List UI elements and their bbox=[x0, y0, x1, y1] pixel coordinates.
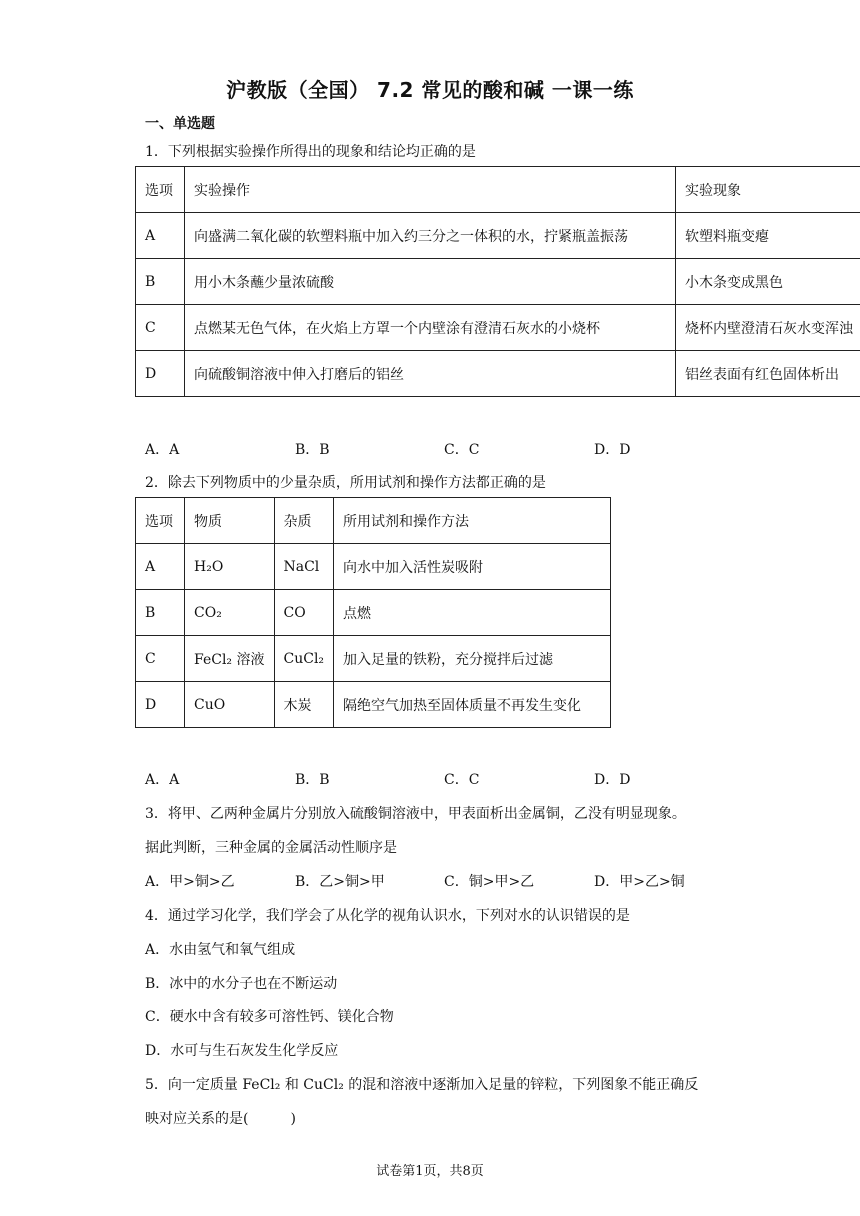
q2-stem: 2．除去下列物质中的少量杂质，所用试剂和操作方法都正确的是 bbox=[145, 475, 546, 491]
q5-stem-line2: 映对应关系的是( ) bbox=[145, 1111, 296, 1127]
table-row bbox=[136, 636, 611, 682]
option-b[interactable]: B．冰中的水分子也在不断运动 bbox=[145, 976, 338, 992]
q3-stem-line2: 据此判断，三种金属的金属活动性顺序是 bbox=[145, 840, 397, 856]
table-cell: A bbox=[136, 213, 185, 259]
table-cell: A bbox=[136, 544, 185, 590]
table-cell: 实验操作 bbox=[185, 167, 676, 213]
option-a[interactable]: A．甲>铜>乙 bbox=[145, 874, 235, 890]
table-row bbox=[136, 682, 611, 728]
table-cell: FeCl₂ 溶液 bbox=[185, 636, 275, 682]
table-cell: 物质 bbox=[185, 498, 275, 544]
table-cell: D bbox=[136, 682, 185, 728]
table-cell: 烧杯内壁澄清石灰水变浑浊 bbox=[676, 305, 860, 351]
option-c[interactable]: C．C bbox=[444, 772, 480, 788]
table-row bbox=[136, 259, 860, 305]
q1-table bbox=[135, 166, 860, 397]
option-c[interactable]: C．硬水中含有较多可溶性钙、镁化合物 bbox=[145, 1009, 394, 1025]
table-cell: 用小木条蘸少量浓硫酸 bbox=[185, 259, 676, 305]
option-c[interactable]: C．C bbox=[444, 442, 480, 458]
table-cell: 隔绝空气加热至固体质量不再发生变化 bbox=[334, 682, 611, 728]
table-cell: NaCl bbox=[274, 544, 334, 590]
table-cell: 软塑料瓶变瘪 bbox=[676, 213, 860, 259]
table-cell: 点燃 bbox=[334, 590, 611, 636]
q4-stem: 4．通过学习化学，我们学会了从化学的视角认识水，下列对水的认识错误的是 bbox=[145, 908, 630, 924]
table-cell: 选项 bbox=[136, 498, 185, 544]
q5-stem-line1: 5．向一定质量 FeCl₂ 和 CuCl₂ 的混和溶液中逐渐加入足量的锌粒，下列图象不能正确反 bbox=[145, 1077, 699, 1093]
table-row bbox=[136, 544, 611, 590]
table-cell: 向盛满二氧化碳的软塑料瓶中加入约三分之一体积的水，拧紧瓶盖振荡 bbox=[185, 213, 676, 259]
option-a[interactable]: A．A bbox=[145, 772, 180, 788]
table-header-row bbox=[136, 498, 611, 544]
table-cell: 向水中加入活性炭吸附 bbox=[334, 544, 611, 590]
q2-table bbox=[135, 497, 611, 728]
table-row bbox=[136, 590, 611, 636]
table-cell: CO₂ bbox=[185, 590, 275, 636]
table-cell: B bbox=[136, 590, 185, 636]
table-cell: 杂质 bbox=[274, 498, 334, 544]
option-d[interactable]: D．D bbox=[594, 442, 631, 458]
option-a[interactable]: A．水由氢气和氧气组成 bbox=[145, 942, 296, 958]
option-d[interactable]: D．水可与生石灰发生化学反应 bbox=[145, 1043, 339, 1059]
page-footer: 试卷第1页，共8页 bbox=[376, 1164, 484, 1179]
table-row bbox=[136, 213, 860, 259]
table-cell: 小木条变成黑色 bbox=[676, 259, 860, 305]
table-cell: CO bbox=[274, 590, 334, 636]
table-row bbox=[136, 351, 860, 397]
page-title: 沪教版（全国） 7.2 常见的酸和碱 一课一练 bbox=[226, 78, 634, 102]
table-cell: CuCl₂ bbox=[274, 636, 334, 682]
q1-stem: 1．下列根据实验操作所得出的现象和结论均正确的是 bbox=[145, 144, 476, 160]
table-cell: H₂O bbox=[185, 544, 275, 590]
option-d[interactable]: D．D bbox=[594, 772, 631, 788]
table-cell: 选项 bbox=[136, 167, 185, 213]
option-c[interactable]: C．铜>甲>乙 bbox=[444, 874, 535, 890]
table-cell: 加入足量的铁粉，充分搅拌后过滤 bbox=[334, 636, 611, 682]
option-a[interactable]: A．A bbox=[145, 442, 180, 458]
table-cell: 木炭 bbox=[274, 682, 334, 728]
table-cell: 所用试剂和操作方法 bbox=[334, 498, 611, 544]
table-header-row bbox=[136, 167, 860, 213]
table-cell: CuO bbox=[185, 682, 275, 728]
section-heading: 一、单选题 bbox=[145, 116, 215, 132]
option-b[interactable]: B．B bbox=[295, 442, 330, 458]
table-cell: 铝丝表面有红色固体析出 bbox=[676, 351, 860, 397]
option-d[interactable]: D．甲>乙>铜 bbox=[594, 874, 685, 890]
table-cell: 点燃某无色气体，在火焰上方罩一个内壁涂有澄清石灰水的小烧杯 bbox=[185, 305, 676, 351]
table-cell: D bbox=[136, 351, 185, 397]
option-b[interactable]: B．乙>铜>甲 bbox=[295, 874, 385, 890]
table-row bbox=[136, 305, 860, 351]
table-cell: B bbox=[136, 259, 185, 305]
table-cell: C bbox=[136, 305, 185, 351]
table-cell: 向硫酸铜溶液中伸入打磨后的铝丝 bbox=[185, 351, 676, 397]
table-cell: 实验现象 bbox=[676, 167, 860, 213]
table-cell: C bbox=[136, 636, 185, 682]
q3-stem-line1: 3．将甲、乙两种金属片分别放入硫酸铜溶液中，甲表面析出金属铜，乙没有明显现象。 bbox=[145, 806, 686, 822]
option-b[interactable]: B．B bbox=[295, 772, 330, 788]
